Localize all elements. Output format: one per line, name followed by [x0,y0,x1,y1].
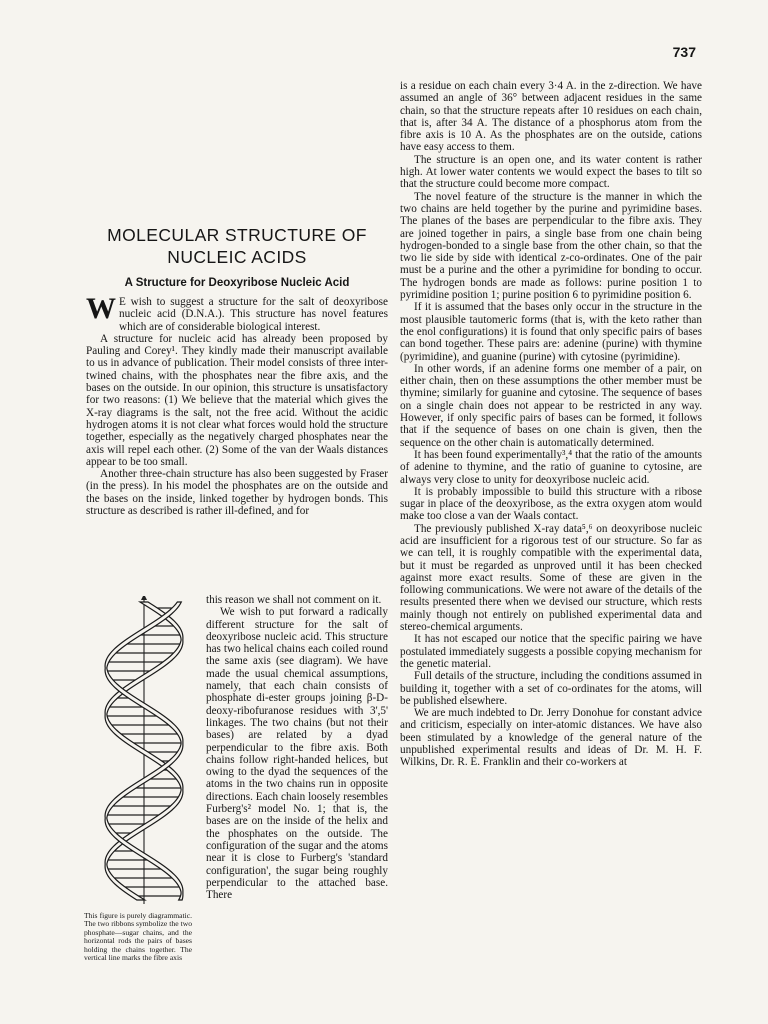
paragraph: We are much indebted to Dr. Jerry Donohue for constant advice and criticism, especially on inter-atomic distances. We have also been stimulated by a knowledge of the general nature of the unpublished experimental results and ideas of Dr. M. H. F. Wilkins, Dr. R. E. Franklin and their co-workers at [400,707,702,769]
paragraph: It is probably impossible to build this structure with a ribose sugar in place of the deoxyribose, as the extra oxygen atom would make too close a van der Waals contact. [400,485,702,523]
paragraph: The novel feature of the structure is the manner in which the two chains are held together by the purine and pyrimidine bases. The planes of the bases are perpendicular to the fibre axis. They are joined together in pairs, a single base from one chain being hydrogen-bonded to a single base from the other chain, so that the two lie side by side with identical z-co-ordinates. One of the pair must be a purine and the other a pyrimidine for bonding to occur. The hydrogen bonds are made as follows: purine position 1 to pyrimidine position 1; purine position 6 to pyrimidine position 6. [400,190,702,302]
double-helix-figure [84,596,202,906]
paragraph: Full details of the structure, including the conditions assumed in building it, together with a set of co-ordinates for the atoms, will be published elsewhere. [400,670,702,707]
paragraph: Another three-chain structure has also been suggested by Fraser (in the press). In his model the phosphates are on the outside and the bases on the inside, linked together by hydrogen bonds. This structure as described is rather ill-defined, and for [86,468,388,518]
paragraph: A structure for nucleic acid has already been proposed by Pauling and Corey¹. They kindly made their manuscript available to us in advance of publication. Their model consists of three inter-twined chains, with the phosphates near the fibre axis, and the bases on the outside. In our opinion, this structure is unsatisfactory for two reasons: (1) We believe that the material which gives the X-ray diagrams is the salt, not the free acid. Without the acidic hydrogen atoms it is not clear what forces would hold the structure together, especially as the negatively charged phosphates near the axis will repel each other. (2) Some of the van der Waals distances appear to be too small. [86,332,388,468]
right-column [400,80,702,769]
article-title: MOLECULAR STRUCTURE OF NUCLEIC ACIDS [107,225,367,267]
paragraph: In other words, if an adenine forms one member of a pair, on either chain, then on these assumptions the other member must be thymine; similarly for guanine and cytosine. The sequence of bases on a single chain does not appear to be restricted in any way. However, if only specific pairs of bases can be formed, it follows that if the sequence of bases on one chain is given, then the sequence on the other chain is automatically determined. [400,362,702,449]
figure-caption: This figure is purely diagrammatic. The two ribbons symbolize the two phosphate—sugar chains, and the horizontal rods the pairs of bases holding the chains together. The vertical line marks the fibre axis [84,911,192,963]
paragraph: It has been found experimentally³,⁴ that the ratio of the amounts of adenine to thymine, and the ratio of guanine to cytosine, are always very close to unity for deoxyribose nucleic acid. [400,448,702,486]
paragraph-text: E wish to suggest a structure for the salt of deoxyribose nucleic acid (D.N.A.). This structure has novel features which are of considerable biological interest. [119,296,388,333]
page-number: 737 [672,44,696,60]
left-column [86,292,388,518]
paragraph: this reason we shall not comment on it. [206,594,382,606]
drop-cap: W [86,292,116,325]
paragraph: is a residue on each chain every 3·4 A. in the z-direction. We have assumed an angle of 36° between adjacent residues in the same chain, so that the structure repeats after 10 residues on each chain, that is, after 34 A. The distance of a phosphorus atom from the fibre axis is 10 A. As the phosphates are on the outside, cations have easy access to them. [400,80,702,154]
paragraph: It has not escaped our notice that the specific pairing we have postulated immediately suggests a possible copying mechanism for the genetic material. [400,633,702,670]
paragraph: We wish to put forward a radically different structure for the salt of deoxyribose nucleic acid. This structure has two helical chains each coiled round the same axis (see diagram). We have made the usual chemical assumptions, namely, that each chain consists of phosphate di-ester groups joining β-D-deoxy-ribofuranose residues with 3',5' linkages. The two chains (but not their bases) are related by a dyad perpendicular to the fibre axis. Both chains follow right-handed helices, but owing to the dyad the sequences of the atoms in the two chains run in opposite directions. Each chain loosely resembles Furberg's² model No. 1; that is, the bases are on the inside of the helix and the phosphates on the outside. The configuration of the sugar and the atoms near it is close to Furberg's 'standard configuration', the sugar being roughly perpendicular to the attached base. There [206,606,388,902]
paragraph: If it is assumed that the bases only occur in the structure in the most plausible tautomeric forms (that is, with the keto rather than the enol configurations) it is found that only specific pairs of bases can bond together. These pairs are: adenine (purine) with thymine (pyrimidine), and guanine (purine) with cytosine (pyrimidine). [400,301,702,363]
paragraph: The structure is an open one, and its water content is rather high. At lower water contents we would expect the bases to tilt so that the structure could become more compact. [400,153,702,191]
first-paragraph [86,292,388,333]
article-subtitle: A Structure for Deoxyribose Nucleic Acid [124,277,350,289]
axis-arrow-icon [141,596,147,600]
double-helix-diagram [84,596,202,906]
paragraph: The previously published X-ray data⁵,⁶ on deoxyribose nucleic acid are insufficient for a rigorous test of our structure. So far as we can tell, it is roughly compatible with the experimental data, but it must be regarded as unproved until it has been checked against more exact results. Some of these are given in the following communications. We were not aware of the details of the results presented there when we devised our structure, which rests mainly though not entirely on published experimental data and stereo-chemical arguments. [400,522,702,634]
left-bottom-column [206,594,388,901]
